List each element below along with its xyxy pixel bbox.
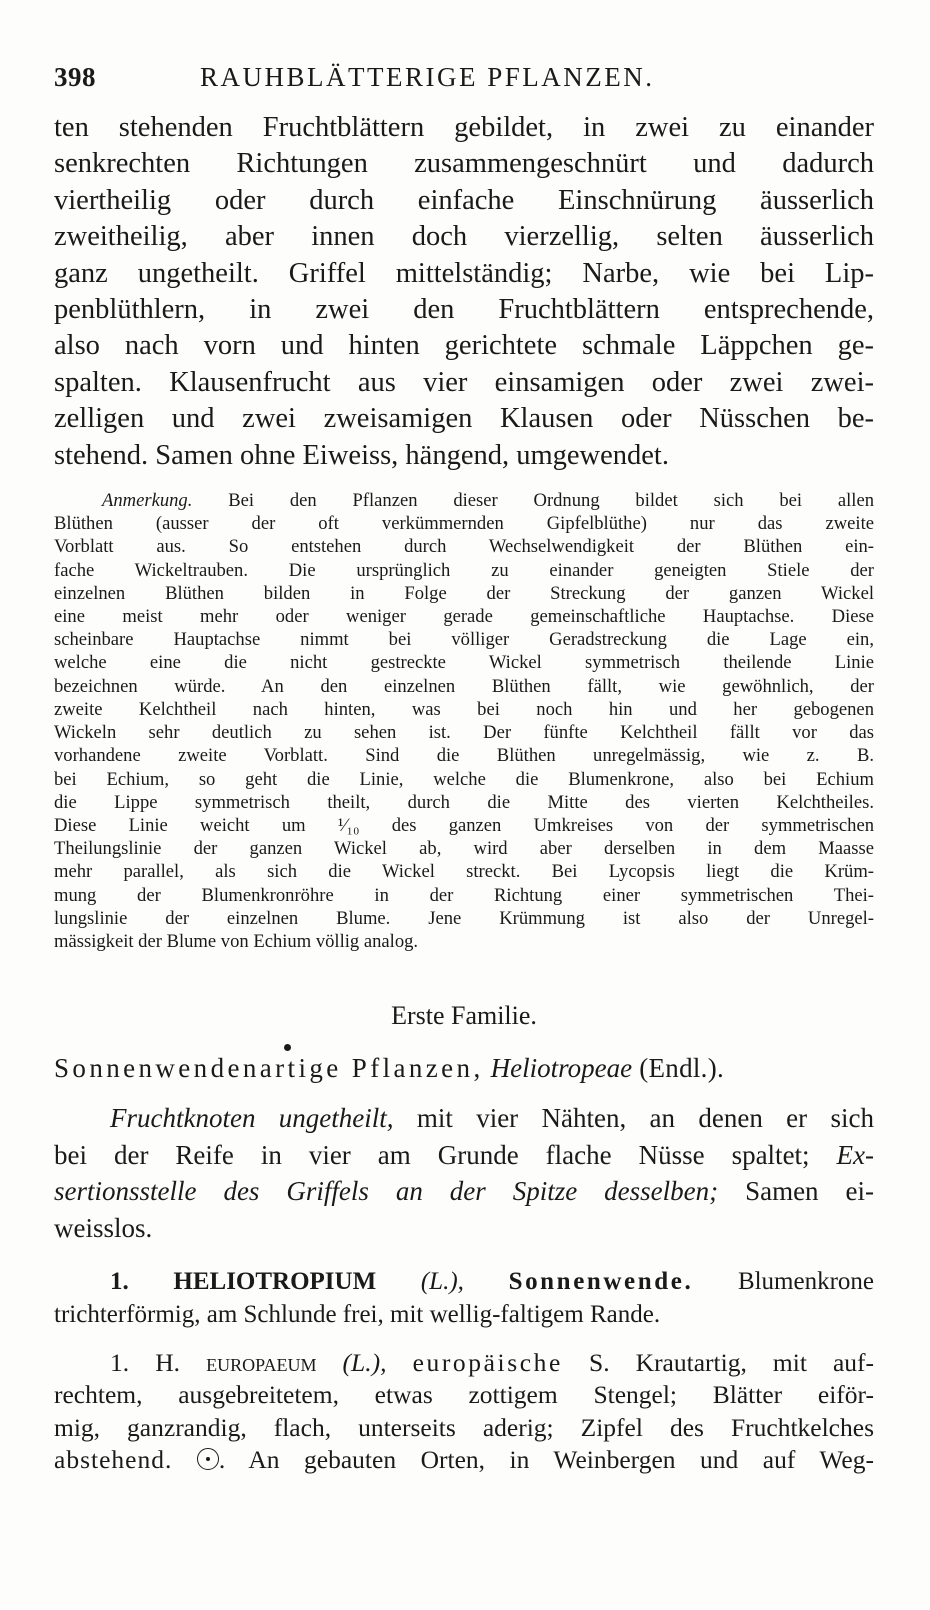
text-span: bei der Reife in vier am Grunde flache Nüsse spaltet;: [54, 1139, 810, 1170]
text-line: zweitheilig, aber innen doch vierzellig, selten äusserlich: [54, 221, 874, 253]
genus-common-name: Sonnenwende.: [508, 1267, 694, 1295]
note-line: zweite Kelchtheil nach hinten, was bei noch hin und her gebogenen: [54, 698, 874, 720]
text-line: [54, 1137, 874, 1174]
note-line: einzelnen Blüthen bilden in Folge der Streckung der ganzen Wickel: [54, 582, 874, 604]
text-line: [54, 1444, 874, 1477]
text-span: Blumenkrone: [693, 1267, 875, 1295]
species-epithet: europaeum: [206, 1347, 317, 1377]
note-line-text: Bei den Pflanzen dieser Ordnung bildet sich bei allen: [228, 490, 874, 512]
text-line: viertheilig oder durch einfache Einschnürung äusserlich: [54, 184, 874, 216]
species-common-name: europäische: [412, 1347, 563, 1377]
running-title: RAUHBLÄTTERIGE PFLANZEN.: [200, 62, 655, 92]
text-span: mit vier Nähten, an denen er sich: [393, 1103, 874, 1134]
text-line: [54, 1265, 874, 1298]
annotation-note: [54, 489, 874, 953]
text-line: ganz ungetheilt. Griffel mittelständig; Narbe, wie bei Lip-: [54, 257, 874, 289]
note-line: mehr parallel, als sich die Wickel streckt. Bei Lycopsis liegt die Krüm-: [54, 861, 874, 883]
page-header: [54, 62, 874, 110]
text-line: [54, 1173, 874, 1210]
text-line: rechtem, ausgebreitetem, etwas zottigem Stengel; Blätter eiför-: [54, 1380, 874, 1410]
genus-entry: [54, 1265, 874, 1331]
text-line: spalten. Klausenfrucht aus vier einsamigen oder zwei zwei-: [54, 366, 874, 398]
note-line: welche eine die nicht gestreckte Wickel symmetrisch theilende Linie: [54, 652, 874, 674]
text-span: abstehend.: [54, 1445, 173, 1475]
text-line: ten stehenden Fruchtblättern gebildet, in zwei zu einander: [54, 112, 874, 143]
note-line: scheinbare Hauptachse nimmt bei völliger Geradstreckung die Lage ein,: [54, 629, 874, 651]
note-line: mässigkeit der Blume von Echium völlig analog.: [54, 930, 419, 952]
family-description: [54, 1100, 874, 1246]
text-span: S. Krautartig, mit auf-: [562, 1347, 875, 1377]
family-name-latin: Heliotropeae: [490, 1053, 633, 1084]
note-line: Blüthen (ausser der oft verkümmernden Gipfelblüthe) nur das zweite: [54, 513, 874, 535]
text-italic: Ex-: [809, 1139, 875, 1170]
note-label: Anmerkung.: [102, 490, 193, 512]
text-line: senkrechten Richtungen zusammengeschnürt und dadurch: [54, 148, 874, 180]
species-prefix: 1. H.: [110, 1347, 180, 1377]
note-line: lungslinie der einzelnen Blume. Jene Krümmung ist also der Unregel-: [54, 907, 874, 929]
species-authority: (L.),: [342, 1347, 387, 1377]
bullet-dot-icon: [284, 1044, 291, 1051]
note-line: fache Wickeltrauben. Die ursprünglich zu einander geneigten Stiele der: [54, 559, 874, 581]
note-line: mung der Blumenkronröhre in der Richtung einer symmetrischen Thei-: [54, 884, 874, 906]
text-line: [54, 1347, 874, 1380]
text-span: . An gebauten Orten, in Weinbergen und auf Weg-: [218, 1445, 874, 1475]
note-line: eine meist mehr oder weniger gerade gemeinschaftliche Hauptachse. Diese: [54, 606, 874, 628]
text-italic: Fruchtknoten ungetheilt,: [110, 1103, 394, 1134]
note-line: vorhandene zweite Vorblatt. Sind die Blüthen unregelmässig, wie z. B.: [54, 745, 874, 767]
note-line: bezeichnen würde. An den einzelnen Blüthen fällt, wie gewöhnlich, der: [54, 675, 874, 697]
note-line: bei Echium, so geht die Linie, welche die Blumenkrone, also bei Echium: [54, 768, 874, 790]
text-line: mig, ganzrandig, flach, unterseits aderig; Zipfel des Fruchtkelches: [54, 1412, 874, 1442]
species-entry: [54, 1347, 874, 1477]
note-line: Vorblatt aus. So entstehen durch Wechselwendigkeit der Blüthen ein-: [54, 536, 874, 558]
family-name: [54, 1053, 874, 1084]
text-line: weisslos.: [54, 1212, 153, 1243]
family-authority: (Endl.).: [639, 1053, 725, 1084]
family-name-german: Sonnenwendenartige Pflanzen,: [54, 1053, 484, 1084]
text-italic: sertionsstelle des Griffels an der Spitze desselben;: [54, 1176, 719, 1207]
family-heading: [54, 1001, 874, 1041]
main-paragraph: [54, 110, 874, 474]
family-heading-text: Erste Familie.: [391, 1001, 537, 1031]
genus-name: 1. HELIOTROPIUM: [110, 1267, 377, 1295]
note-line: Wickeln sehr deutlich zu sehen ist. Der fünfte Kelchtheil fällt vor das: [54, 722, 874, 744]
page-number: 398: [54, 62, 96, 92]
text-line: also nach vorn und hinten gerichtete schmale Läppchen ge-: [54, 330, 874, 362]
text-line: penblüthlern, in zwei den Fruchtblättern entsprechende,: [54, 294, 874, 326]
text-line: trichterförmig, am Schlunde frei, mit wellig-faltigem Rande.: [54, 1300, 661, 1328]
text-line: zelligen und zwei zweisamigen Klausen oder Nüsschen be-: [54, 403, 874, 435]
text-line: [54, 1100, 874, 1137]
note-line: die Lippe symmetrisch theilt, durch die Mitte des vierten Kelchtheiles.: [54, 791, 874, 813]
note-line: [54, 489, 874, 512]
text-span: Samen ei-: [718, 1176, 874, 1207]
text-line: stehend. Samen ohne Eiweiss, hängend, umgewendet.: [54, 439, 669, 471]
annual-plant-symbol-icon: [197, 1448, 219, 1470]
note-line: Theilungslinie der ganzen Wickel ab, wird aber derselben in dem Maasse: [54, 838, 874, 860]
genus-authority: (L.),: [420, 1267, 464, 1295]
note-line: Diese Linie weicht um ¹⁄₁₀ des ganzen Umkreises von der symmetrischen: [54, 814, 874, 836]
